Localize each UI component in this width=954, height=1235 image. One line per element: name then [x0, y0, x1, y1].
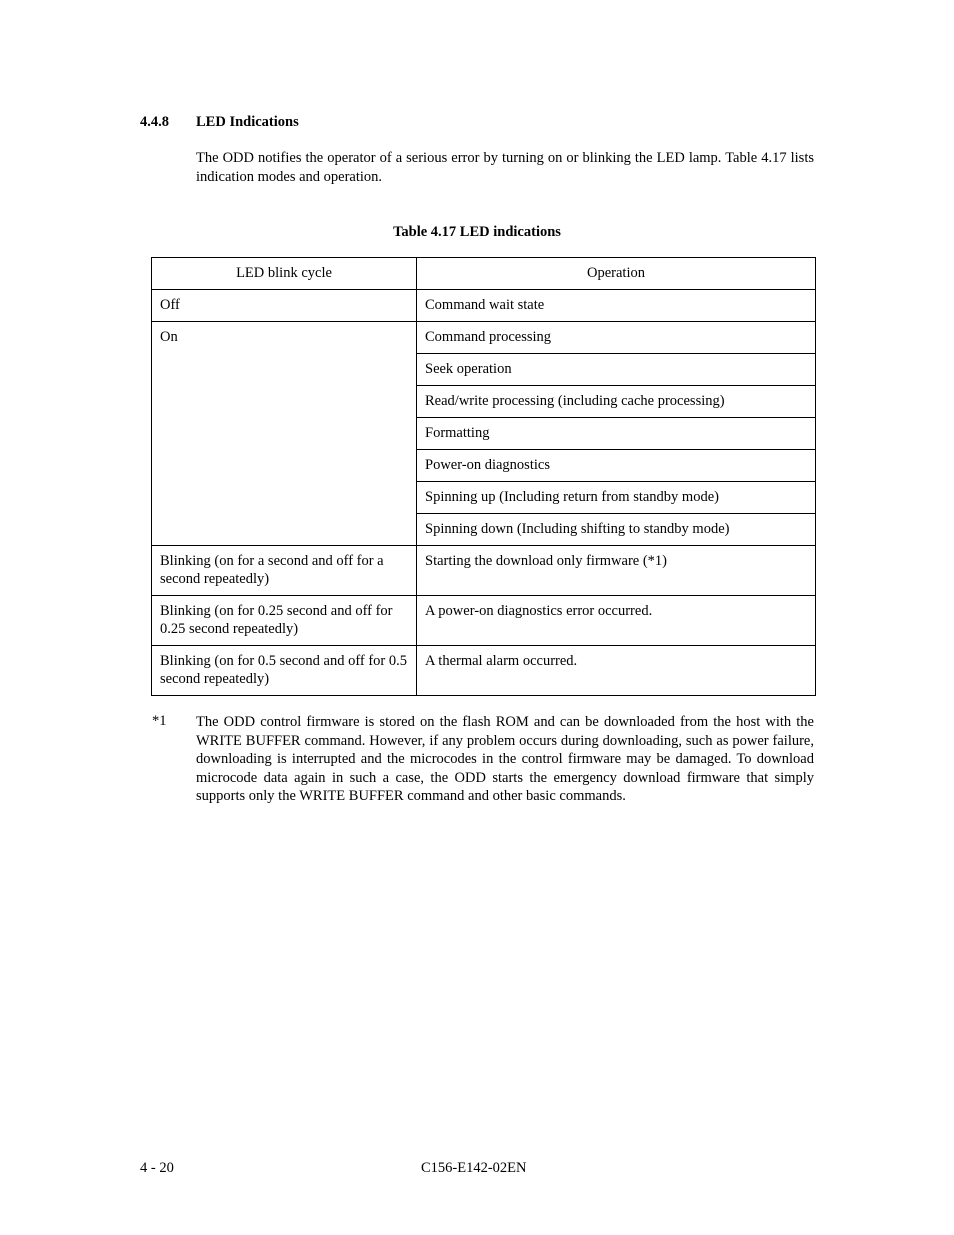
table-row — [152, 596, 816, 646]
operation-cell: Read/write processing (including cache processing) — [417, 386, 816, 418]
header-operation: Operation — [417, 258, 816, 290]
section-heading — [140, 114, 299, 131]
operation-cell: Spinning down (Including shifting to standby mode) — [417, 514, 816, 546]
document-id: C156-E142-02EN — [421, 1160, 527, 1176]
cycle-cell: Off — [152, 290, 417, 322]
operation-cell: Seek operation — [417, 354, 816, 386]
cycle-cell: Blinking (on for a second and off for a second repeatedly) — [152, 546, 417, 596]
cycle-cell: Blinking (on for 0.5 second and off for 0.5 second repeatedly) — [152, 646, 417, 696]
table-caption: Table 4.17 LED indications — [393, 224, 561, 240]
operation-cell: Starting the download only firmware (*1) — [417, 546, 816, 596]
section-number: 4.4.8 — [140, 114, 169, 130]
operation-cell: Formatting — [417, 418, 816, 450]
page-number: 4 - 20 — [140, 1160, 174, 1176]
table-row — [152, 646, 816, 696]
header-led-blink-cycle: LED blink cycle — [152, 258, 417, 290]
led-indications-table — [151, 257, 816, 696]
operation-cell: Command processing — [417, 322, 816, 354]
table-row — [152, 546, 816, 596]
table-row — [152, 322, 816, 354]
intro-paragraph: The ODD notifies the operator of a serious error by turning on or blinking the LED lamp. Table 4.17 lists indication modes and operation. — [196, 150, 814, 185]
operation-cell: A power-on diagnostics error occurred. — [417, 596, 816, 646]
table-row — [152, 290, 816, 322]
cycle-cell: Blinking (on for 0.25 second and off for 0.25 second repeatedly) — [152, 596, 417, 646]
section-title: LED Indications — [196, 114, 299, 130]
operation-cell: Power-on diagnostics — [417, 450, 816, 482]
operation-cell: A thermal alarm occurred. — [417, 646, 816, 696]
cycle-cell: On — [152, 322, 417, 546]
operation-cell: Spinning up (Including return from standby mode) — [417, 482, 816, 514]
table-header-row — [152, 258, 816, 290]
footnote-mark: *1 — [152, 713, 167, 729]
footnote-text: The ODD control firmware is stored on the flash ROM and can be downloaded from the host with the WRITE BUFFER command. However, if any problem occurs during downloading, such as power failure, downloading is interrupted and the microcodes in the control firmware may be damaged. To download microcode data again in such a case, the ODD starts the emergency download firmware that simply supports only the WRITE BUFFER command and other basic commands. — [196, 714, 814, 804]
operation-cell: Command wait state — [417, 290, 816, 322]
